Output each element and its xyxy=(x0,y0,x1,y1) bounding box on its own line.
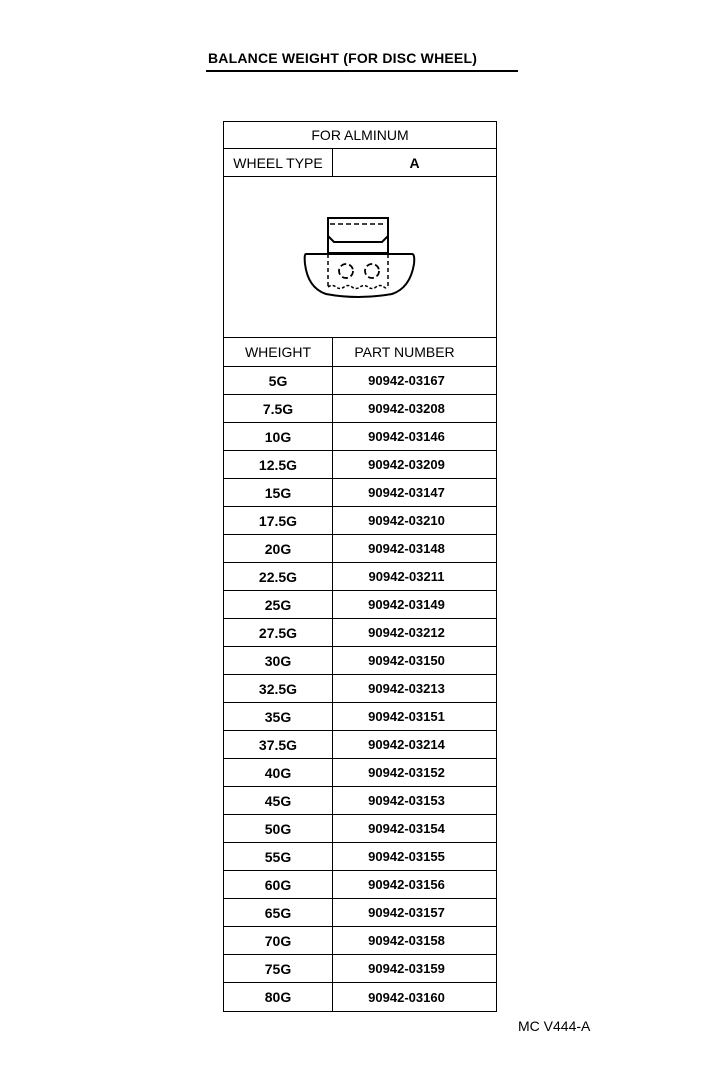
part-number-cell: 90942-03210 xyxy=(368,513,445,528)
weight-cell: 35G xyxy=(224,703,333,730)
part-number-cell: 90942-03156 xyxy=(368,877,445,892)
part-number-cell: 90942-03158 xyxy=(368,933,445,948)
part-number-cell: 90942-03148 xyxy=(368,541,445,556)
table-row xyxy=(224,815,496,843)
part-number-cell: 90942-03149 xyxy=(368,597,445,612)
part-number-cell: 90942-03160 xyxy=(368,989,445,1005)
part-number-cell: 90942-03146 xyxy=(368,429,445,444)
weight-cell: 37.5G xyxy=(224,731,333,758)
weight-cell: 65G xyxy=(224,899,333,926)
part-number-cell: 90942-03155 xyxy=(368,849,445,864)
part-number-cell: 90942-03159 xyxy=(368,961,445,976)
weight-cell: 10G xyxy=(224,423,333,450)
table-row xyxy=(224,731,496,759)
weight-cell: 40G xyxy=(224,759,333,786)
document-title: BALANCE WEIGHT (FOR DISC WHEEL) xyxy=(208,50,478,66)
illustration-cell xyxy=(224,177,496,337)
part-number-cell: 90942-03212 xyxy=(368,625,445,640)
column-header-row xyxy=(224,338,496,367)
part-number-cell: 90942-03213 xyxy=(368,681,445,696)
weight-cell: 7.5G xyxy=(224,395,333,422)
balance-weight-icon xyxy=(300,212,420,302)
table-row xyxy=(224,927,496,955)
weight-cell: 70G xyxy=(224,927,333,954)
weight-cell: 80G xyxy=(224,983,333,1011)
section-header-row xyxy=(224,122,496,149)
weight-cell: 27.5G xyxy=(224,619,333,646)
weight-cell: 25G xyxy=(224,591,333,618)
part-number-cell: 90942-03151 xyxy=(368,709,445,724)
weight-cell: 50G xyxy=(224,815,333,842)
table-row xyxy=(224,367,496,395)
weight-cell: 75G xyxy=(224,955,333,982)
table-row xyxy=(224,675,496,703)
weight-cell: 30G xyxy=(224,647,333,674)
part-number-cell: 90942-03150 xyxy=(368,653,445,668)
weight-cell: 12.5G xyxy=(224,451,333,478)
table-row xyxy=(224,507,496,535)
table-row xyxy=(224,899,496,927)
table-row xyxy=(224,955,496,983)
part-number-cell: 90942-03214 xyxy=(368,737,445,752)
wheel-type-value: A xyxy=(409,154,420,171)
table-row xyxy=(224,395,496,423)
table-row xyxy=(224,591,496,619)
weight-cell: 32.5G xyxy=(224,675,333,702)
part-number-cell: 90942-03153 xyxy=(368,793,445,808)
column-header-weight: WHEIGHT xyxy=(224,338,333,366)
weight-cell: 15G xyxy=(224,479,333,506)
table-row xyxy=(224,871,496,899)
weight-cell: 45G xyxy=(224,787,333,814)
column-header-part-number: PART NUMBER xyxy=(354,344,455,360)
part-number-cell: 90942-03147 xyxy=(368,485,445,500)
table-row xyxy=(224,983,496,1011)
table-row xyxy=(224,759,496,787)
table-row xyxy=(224,423,496,451)
table-row xyxy=(224,787,496,815)
table-row xyxy=(224,619,496,647)
part-number-cell: 90942-03208 xyxy=(368,401,445,416)
part-number-cell: 90942-03167 xyxy=(368,373,445,388)
wheel-type-row xyxy=(224,149,496,177)
table-row xyxy=(224,451,496,479)
table-row xyxy=(224,843,496,871)
table-row xyxy=(224,703,496,731)
weight-cell: 5G xyxy=(224,367,333,394)
table-row xyxy=(224,479,496,507)
table-row xyxy=(224,647,496,675)
weight-cell: 17.5G xyxy=(224,507,333,534)
section-label: FOR ALMINUM xyxy=(311,127,409,143)
weight-cell: 60G xyxy=(224,871,333,898)
part-number-cell: 90942-03209 xyxy=(368,457,445,472)
weight-cell: 22.5G xyxy=(224,563,333,590)
balance-weight-table xyxy=(223,121,497,1012)
weight-cell: 20G xyxy=(224,535,333,562)
part-number-cell: 90942-03157 xyxy=(368,905,445,920)
table-row xyxy=(224,563,496,591)
wheel-type-label: WHEEL TYPE xyxy=(224,149,333,176)
table-row xyxy=(224,535,496,563)
weight-cell: 55G xyxy=(224,843,333,870)
title-underline xyxy=(206,70,518,72)
part-number-cell: 90942-03152 xyxy=(368,765,445,780)
document-code: MC V444-A xyxy=(518,1018,591,1034)
part-number-cell: 90942-03211 xyxy=(368,569,445,584)
illustration-row xyxy=(224,177,496,338)
part-number-cell: 90942-03154 xyxy=(368,821,445,836)
